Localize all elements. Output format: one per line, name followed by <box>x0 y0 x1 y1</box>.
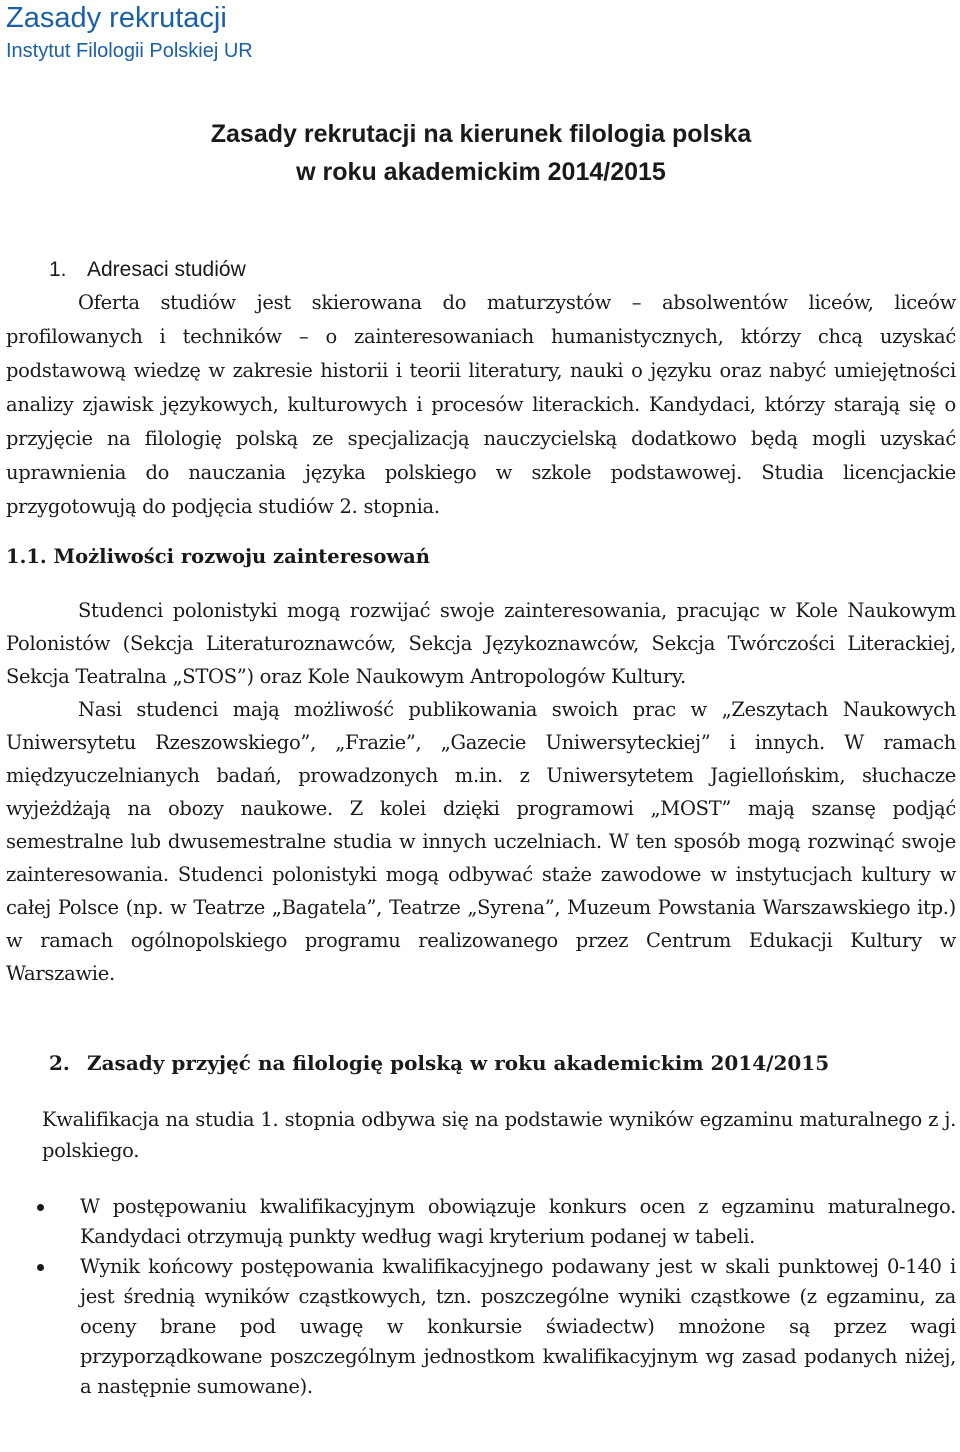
section-2 <box>6 1046 956 1402</box>
section-1-title: Adresaci studiów <box>87 258 246 281</box>
subsection-1-1-heading: 1.1. Możliwości rozwoju zainteresowań <box>6 545 430 568</box>
bullet-icon <box>37 1264 44 1271</box>
document-title-line1: Zasady rekrutacji na kierunek filologia polska <box>210 120 752 148</box>
list-item-text: W postępowaniu kwalifikacyjnym obowiązuje konkurs ocen z egzaminu maturalnego. Kandydaci otrzymują punkty według wagi kryterium podanej w tabeli. <box>80 1195 956 1248</box>
site-header <box>6 0 253 65</box>
section-1-number: 1. <box>49 258 67 281</box>
section-2-paragraph: Kwalifikacja na studia 1. stopnia odbywa się na podstawie wyników egzaminu maturalnego z j. polskiego. <box>42 1108 956 1162</box>
list-item <box>6 1252 956 1402</box>
document-title-line2: w roku akademickim 2014/2015 <box>296 158 666 186</box>
section-2-title: Zasady przyjęć na filologię polską w roku akademickim 2014/2015 <box>87 1051 830 1075</box>
section-1 <box>6 254 956 990</box>
section-1-heading <box>6 254 956 286</box>
section-2-number: 2. <box>49 1051 70 1075</box>
document-body <box>6 115 956 1402</box>
section-2-bullet-list <box>6 1192 956 1402</box>
subsection-1-1-paragraph-1: Studenci polonistyki mogą rozwijać swoje zainteresowania, pracując w Kole Naukowym Polonistów (Sekcja Literaturoznawców, Sekcja Językoznawców, Sekcja Twórczości Literackiej, Sekcja Teatralna „STOS”) oraz Kole Naukowym Antropologów Kultury. <box>6 599 956 688</box>
section-2-heading <box>6 1046 956 1080</box>
bullet-icon <box>37 1204 44 1211</box>
list-item <box>6 1192 956 1252</box>
list-item-text: Wynik końcowy postępowania kwalifikacyjnego podawany jest w skali punktowej 0-140 i jest średnią wyników cząstkowych, tzn. poszczególne wyniki cząstkowe (z egzaminu, za oceny brane pod uwagę w konkursie świadectw) mnożone są przez wagi przyporządkowane poszczególnym jednostkom kwalifikacyjnym wg zasad podanych niżej, a następnie sumowane). <box>80 1255 956 1398</box>
section-1-paragraph: Oferta studiów jest skierowana do maturzystów – absolwentów liceów, liceów profilowanych i techników – o zainteresowaniach humanistycznych, którzy chcą uzyskać podstawową wiedzę w zakresie historii i teorii literatury, nauki o języku oraz nabyć umiejętności analizy zjawisk językowych, kulturowych i procesów literackich. Kandydaci, którzy starają się o przyjęcie na filologię polską ze specjalizacją nauczycielską dodatkowo będą mogli uzyskać uprawnienia do nauczania języka polskiego w szkole podstawowej. Studia licencjackie przygotowują do podjęcia studiów 2. stopnia. <box>6 291 956 518</box>
subsection-1-1-paragraph-2: Nasi studenci mają możliwość publikowania swoich prac w „Zeszytach Naukowych Uniwersytetu Rzeszowskiego”, „Frazie”, „Gazecie Uniwersyteckiej” i innych. W ramach międzyuczelnianych badań, prowadzonych m.in. z Uniwersytetem Jagiellońskim, słuchacze wyjeżdżają na obozy naukowe. Z kolei dzięki programowi „MOST” mają szansę podjąć semestralne lub dwusemestralne studia w innych uczelniach. W ten sposób mogą rozwinąć swoje zainteresowania. Studenci polonistyki mogą odbywać staże zawodowe w instytucjach kultury w całej Polsce (np. w Teatrze „Bagatela”, Teatrze „Syrena”, Muzeum Powstania Warszawskiego itp.) w ramach ogólnopolskiego programu realizowanego przez Centrum Edukacji Kultury w Warszawie. <box>6 698 956 985</box>
page-subtitle: Instytut Filologii Polskiej UR <box>6 40 253 62</box>
document-title <box>6 115 956 191</box>
page-title: Zasady rekrutacji <box>6 2 227 34</box>
